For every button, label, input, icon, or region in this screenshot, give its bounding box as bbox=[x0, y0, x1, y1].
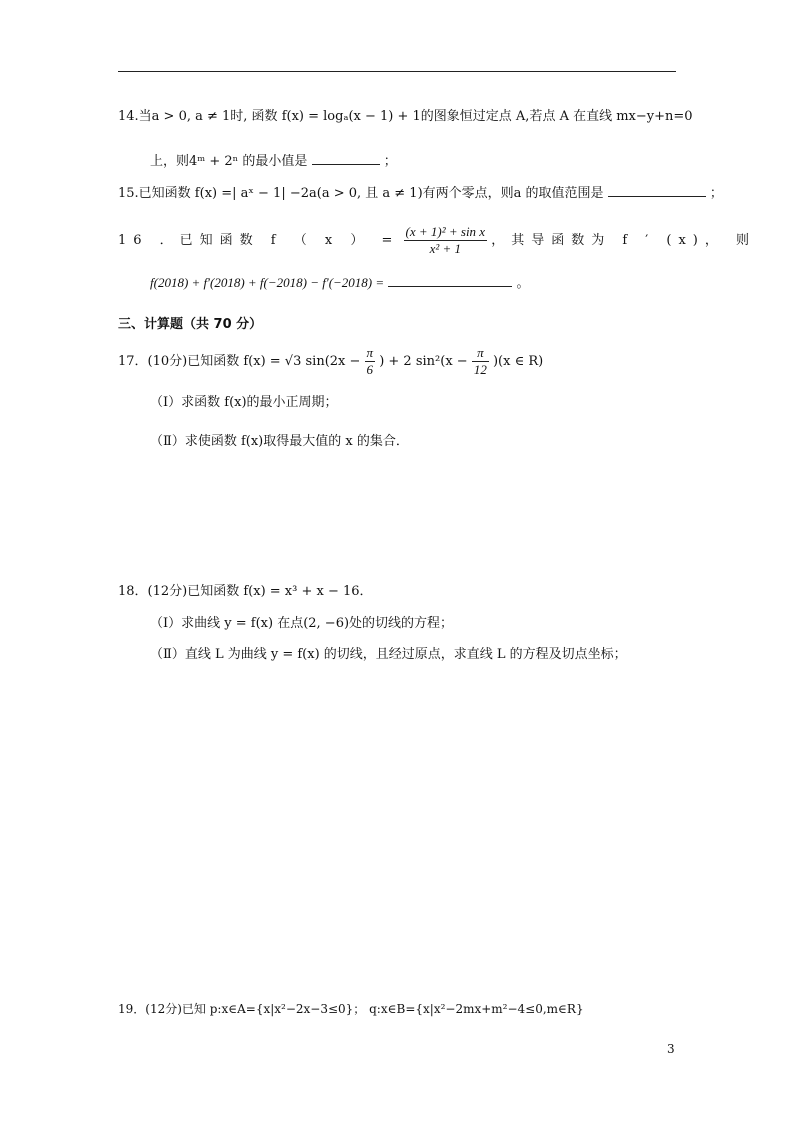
q19-stem: 19．(12分)已知 p:x∈A={x|x²−2x−3≤0}； q:x∈B={x|x²−2mx+m²−4≤0,m∈R} bbox=[118, 1002, 584, 1016]
q17-part2: （Ⅱ）求使函数 f(x)取得最大值的 x 的集合． bbox=[150, 434, 409, 449]
q16-answer-blank[interactable] bbox=[388, 274, 512, 287]
q15-answer-blank[interactable] bbox=[608, 184, 706, 197]
q14-suffix: ； bbox=[383, 154, 397, 169]
q17-frac1-denominator: 6 bbox=[366, 362, 374, 377]
q18-stem: 18．(12分)已知函数 f(x) = x³ + x − 16． bbox=[118, 584, 373, 599]
q16-suffix: 。 bbox=[516, 276, 530, 291]
q17-frac1-numerator: π bbox=[366, 345, 374, 360]
q14-text: 14.当a > 0, a ≠ 1时, 函数 f(x) = logₐ(x − 1) + 1的图象恒过定点 A,若点 A 在直线 mx−y+n=0 bbox=[118, 109, 693, 124]
q17-fraction-1 bbox=[365, 345, 376, 378]
q16-frac-numerator: (x + 1)² + sin x bbox=[405, 224, 486, 239]
q17-stem-suffix: )(x ∈ R) bbox=[492, 354, 544, 369]
q16-fraction bbox=[404, 224, 488, 257]
q17-frac2-denominator: 12 bbox=[473, 362, 487, 377]
q14-line1 bbox=[118, 108, 693, 126]
q17-fraction-2 bbox=[472, 345, 489, 378]
q16-expression: f(2018) + f′(2018) + f(−2018) − f′(−2018) = bbox=[150, 275, 385, 290]
q14-line2 bbox=[150, 152, 397, 171]
q14-answer-blank[interactable] bbox=[312, 152, 380, 165]
q15-text: 15.已知函数 f(x) =| aˣ − 1| −2a(a > 0, 且 a ≠ 1)有两个零点，则a 的取值范围是 bbox=[118, 186, 604, 201]
q16-prefix: 16 ．已知函数 f （ x ） = bbox=[118, 233, 400, 248]
q17-part1: （I）求函数 f(x)的最小正周期； bbox=[150, 395, 338, 410]
q17-stem bbox=[118, 344, 543, 380]
section-title: 三、计算题（共 70 分） bbox=[118, 317, 263, 332]
q14-prompt: 上，则4ᵐ + 2ⁿ 的最小值是 bbox=[150, 154, 308, 169]
q18-part2: （Ⅱ）直线 L 为曲线 y = f(x) 的切线，且经过原点，求直线 L 的方程及切点坐标； bbox=[150, 647, 627, 662]
q17-stem-prefix: 17．(10分)已知函数 f(x) = √3 sin(2x − bbox=[118, 354, 361, 369]
page-number: 3 bbox=[667, 1042, 675, 1056]
q17-stem-mid: ) + 2 sin²(x − bbox=[379, 354, 468, 369]
header-rule bbox=[118, 71, 676, 72]
q18-part1: （I）求曲线 y = f(x) 在点(2, −6)处的切线的方程； bbox=[150, 616, 454, 631]
q17-frac2-numerator: π bbox=[472, 345, 489, 362]
q16-line1 bbox=[118, 224, 756, 258]
q16-line2 bbox=[150, 274, 529, 293]
q15-suffix: ； bbox=[709, 186, 723, 201]
q16-frac-denominator: x² + 1 bbox=[429, 241, 462, 256]
q15-line bbox=[118, 184, 723, 203]
q16-middle: ，其导函数为 f ′ (x)， 则 bbox=[491, 233, 756, 248]
